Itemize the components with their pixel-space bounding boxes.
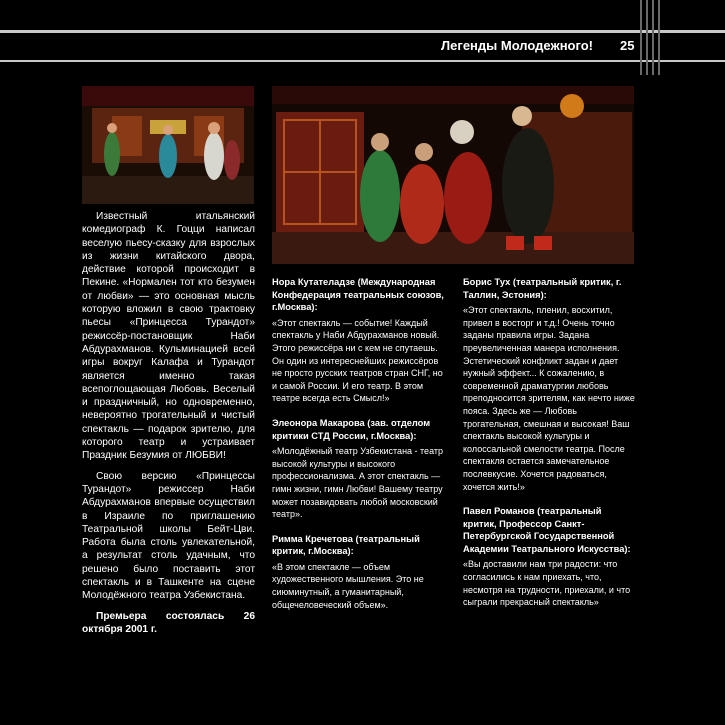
review-quote: «Этот спектакль, пленил, восхитил, привел в восторг и т.д.! Очень точно заданы правила игры. Задана преувеличенная манера исполнения. Эстетический конфликт задан и дает нужный эффект... К сожалению, в современной драматургии любовь преподносится зрителям, как нечто ниже пояса. Здесь же — Любовь трогательная, смешная и высокая! Ваш спектакль высокой культуры и колоссальной смелости театра. После спектакля остается замечательное послевкусие. Хочется радоваться, хочется жить!» — [463, 305, 635, 492]
reviews-column-right — [463, 276, 635, 621]
review-quote: «В этом спектакле — объем художественного мышления. Это не сиюминутный, а гуманитарный, общечеловеческий объем». — [272, 561, 424, 610]
review-author: Элеонора Макарова (зав. отделом критики СТД России, г.Москва): — [272, 417, 431, 441]
page-number: 25 — [620, 38, 635, 53]
vertical-rule — [652, 0, 654, 75]
vertical-rule — [640, 0, 642, 75]
vertical-rule — [646, 0, 648, 75]
review-author: Римма Кречетова (театральный критик, г.Москва): — [272, 533, 420, 557]
review-quote: «Этот спектакль — событие! Каждый спектакль у Наби Абдурахманов новый. Этого режиссёра ни с кем не спутаешь. Он один из интереснейших режиссёров не просто русских театров стран СНГ, но и самой России. И его театр. В этом театре всегда есть Смысл!» — [272, 317, 443, 404]
article-paragraph: Известный итальянский комедиограф К. Гоцци написал веселую пьесу-сказку для взрослых из жизни китайского двора, действие которой происходит в Пекине. «Нормален тот кто безумен от любви» — это основная мысль которую вложил в свою трактовку пьесы «Принцесса Турандот» режиссёр-постановщик Наби Абдурахманов. Кульминацией всей игры вокруг Калафа и Турандот является именно такая всепоглощающая Любовь. Веселый и праздничный, но одновременно, невероятно трогательный и чистый спектакль — подарок зрителю, для которого театр и устраивает Праздник Безумия от ЛЮБВИ! — [82, 211, 255, 462]
review-quote: «Молодёжный театр Узбекистана - театр высокой культуры и высокого профессионализма. А этот спектакль — гимн жизни, гимн Любви! Вашему театру может позавидовать любой московский театр». — [272, 446, 443, 520]
page-header-title: Легенды Молодежного! — [441, 38, 593, 53]
review-author: Павел Романов (театральный критик, Профессор Санкт-Петербургской Государственной Академии Театрального Искусства): — [463, 506, 631, 554]
review-author: Нора Кутателадзе (Международная Конфедерация театральных союзов, г.Москва): — [272, 277, 444, 313]
stage-photo-large — [272, 86, 634, 264]
header-rule-bottom — [0, 60, 725, 62]
vertical-rule — [658, 0, 660, 75]
review-author: Борис Тух (театральный критик, г. Таллин, Эстония): — [463, 277, 622, 300]
header-rule-top — [0, 30, 725, 33]
article-paragraph: Свою версию «Принцессы Турандот» режиссер Наби Абдурахманов впервые осуществил в Израиле по приглашению Театральной школы Бейт-Цви. Работа была столь увлекательной, а результат столь удачным, что решено было поставить этот спектакль и в Ташкенте на сцене Молодёжного театра Узбекистана. — [82, 470, 255, 602]
article-body — [82, 210, 255, 636]
review-quote: «Вы доставили нам три радости: что согласились к нам приехать, что, несмотря на трудности, приехали, и что сыграли прекрасный спектакль» — [463, 559, 631, 608]
reviews-column-middle — [272, 276, 447, 623]
premiere-note: Премьера состоялась 26 октября 2001 г. — [82, 610, 255, 635]
stage-photo-small — [82, 86, 254, 204]
